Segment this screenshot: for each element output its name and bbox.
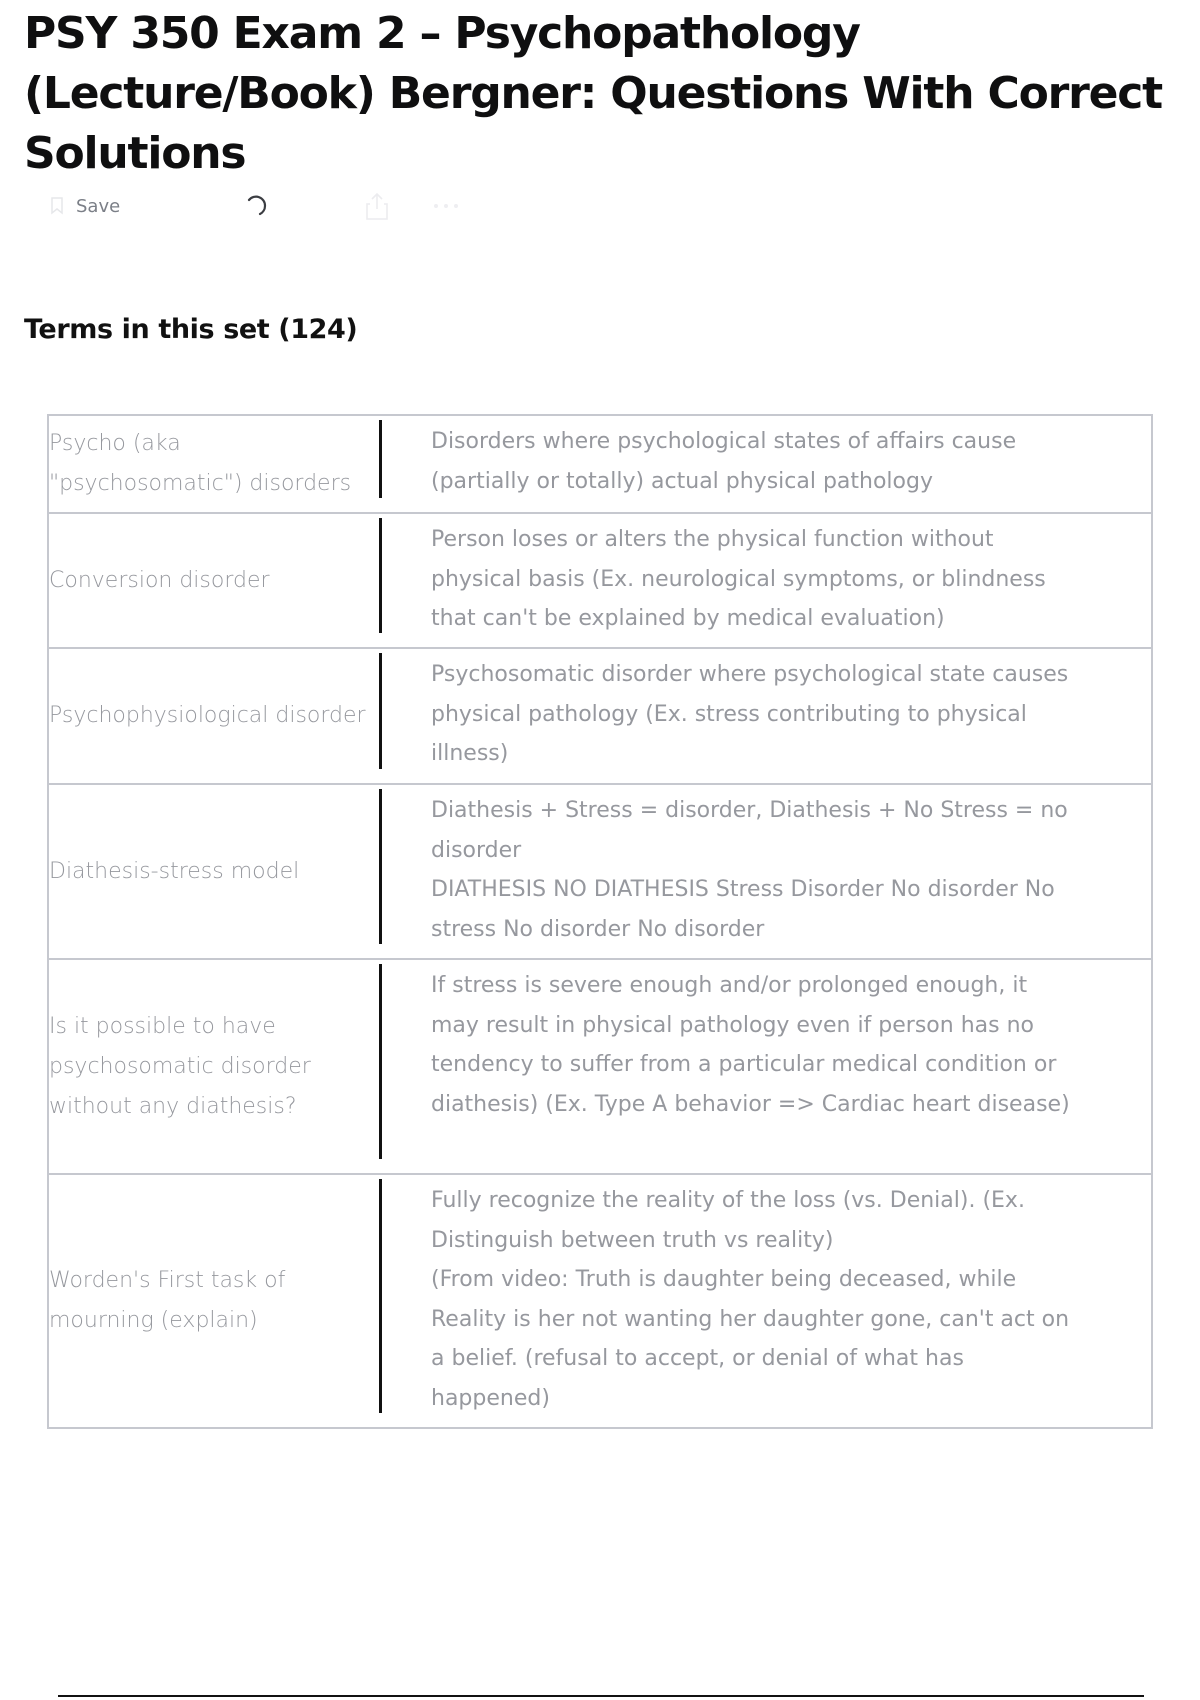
share-icon bbox=[364, 190, 390, 222]
term-text: Conversion disorder bbox=[49, 567, 270, 593]
page-bottom-rule bbox=[58, 1695, 1144, 1697]
row-divider bbox=[379, 960, 431, 1173]
term-text: Diathesis-stress model bbox=[49, 858, 300, 884]
term-text: Worden's First task of mourning (explain) bbox=[49, 1268, 286, 1333]
page-title: PSY 350 Exam 2 – Psychopathology (Lecture/Book) Bergner: Questions With Correct Solutions bbox=[24, 8, 1162, 179]
share-button[interactable] bbox=[364, 188, 390, 224]
term-row[interactable] bbox=[47, 1173, 1153, 1429]
term-row[interactable] bbox=[47, 958, 1153, 1175]
term-row[interactable] bbox=[47, 647, 1153, 785]
bookmark-icon bbox=[50, 197, 64, 215]
definition-text: Psychosomatic disorder where psychological state causes physical pathology (Ex. stress contributing to physical illness) bbox=[431, 662, 1069, 766]
row-divider bbox=[379, 416, 431, 512]
row-divider bbox=[379, 785, 431, 958]
definition-text: Person loses or alters the physical function without physical basis (Ex. neurological symptoms, or blindness that can't be explained by medical evaluation) bbox=[431, 527, 1046, 631]
term-row[interactable] bbox=[47, 512, 1153, 649]
term-text: Psycho (aka "psychosomatic") disorders bbox=[49, 431, 352, 496]
row-divider bbox=[379, 514, 431, 647]
terms-heading: Terms in this set (124) bbox=[24, 314, 358, 345]
term-row[interactable] bbox=[47, 414, 1153, 514]
definition-text: If stress is severe enough and/or prolonged enough, it may result in physical pathology even if person has no tendency to suffer from a particular medical condition or diathesis) (Ex. Type A behavior => Cardiac heart disease) bbox=[431, 973, 1070, 1117]
term-text: Psychophysiological disorder bbox=[49, 703, 366, 728]
row-divider bbox=[379, 1175, 431, 1427]
more-icon bbox=[432, 202, 462, 210]
save-label: Save bbox=[76, 195, 121, 217]
more-button[interactable] bbox=[432, 188, 462, 224]
definition-text: Fully recognize the reality of the loss (vs. Denial). (Ex. Distinguish between truth vs reality) (From video: Truth is daughter being deceased, while Reality is her not wanting her daughter gone, can't act on a belief. (refusal to accept, or denial of what has happened) bbox=[431, 1188, 1070, 1411]
loading-spinner-icon bbox=[244, 193, 270, 219]
loading-spinner bbox=[244, 188, 270, 224]
term-row[interactable] bbox=[47, 783, 1153, 960]
row-divider bbox=[379, 649, 431, 783]
terms-table bbox=[47, 414, 1153, 1427]
definition-text: Diathesis + Stress = disorder, Diathesis + No Stress = no disorder DIATHESIS NO DIATHESIS Stress Disorder No disorder No stress No disorder No disorder bbox=[431, 798, 1068, 942]
toolbar bbox=[50, 188, 510, 224]
term-text: Is it possible to have psychosomatic disorder without any diathesis? bbox=[49, 1013, 311, 1119]
definition-text: Disorders where psychological states of affairs cause (partially or totally) actual physical pathology bbox=[431, 429, 1017, 494]
save-button[interactable] bbox=[50, 188, 120, 224]
